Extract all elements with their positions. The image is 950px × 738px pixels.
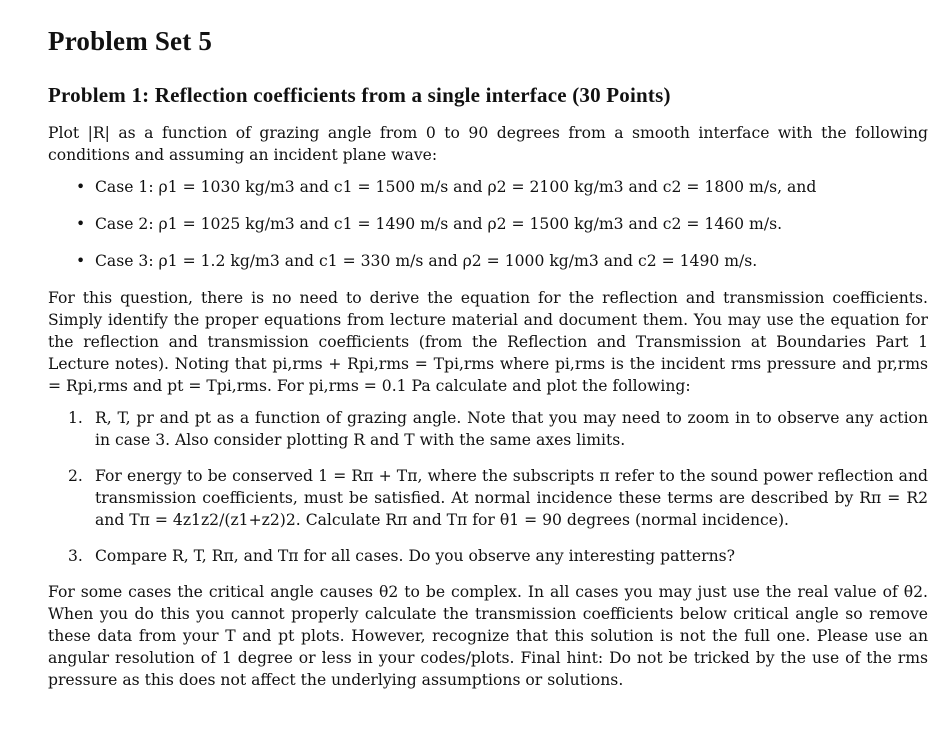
problem-heading: Problem 1: Reflection coefficients from a single interface (30 Points) [48, 83, 671, 107]
intro-paragraph: Plot |R| as a function of grazing angle from 0 to 90 degrees from a smooth interface with the following conditions and assuming an incident plane wave: [48, 124, 928, 164]
task-list [48, 407, 928, 567]
task-item: 3. Compare R, T, Rπ, and Tπ for all cases. Do you observe any interesting patterns? [68, 547, 736, 565]
task-item: 1. R, T, pr and pt as a function of grazing angle. Note that you may need to zoom in to observe any action in case 3. Also consider plotting R and T with the same axes limits. [68, 409, 928, 449]
document-page [48, 18, 928, 701]
task-item: 2. For energy to be conserved 1 = Rπ + Tπ, where the subscripts π refer to the sound power reflection and transmission coefficients, must be satisfied. At normal incidence these terms are described by Rπ = R2 and Tπ = 4z1z2/(z1+z2)2. Calculate Rπ and Tπ for θ1 = 90 degrees (normal incidence). [68, 467, 928, 529]
instructions-paragraph: For this question, there is no need to derive the equation for the reflection and transmission coefficients. Simply identify the proper equations from lecture material and document them. You may use the equation for the reflection and transmission coefficients (from the Reflection and Transmission at Boundaries Part 1 Lecture notes). Noting that pi,rms + Rpi,rms = Tpi,rms where pi,rms is the incident rms pressure and pr,rms = Rpi,rms and pt = Tpi,rms. For pi,rms = 0.1 Pa calculate and plot the following: [48, 289, 928, 395]
case-item: • Case 1: ρ1 = 1030 kg/m3 and c1 = 1500 m/s and ρ2 = 2100 kg/m3 and c2 = 1800 m/s, and [76, 178, 817, 196]
case-item: • Case 2: ρ1 = 1025 kg/m3 and c1 = 1490 m/s and ρ2 = 1500 kg/m3 and c2 = 1460 m/s. [76, 215, 783, 233]
case-list [48, 176, 928, 272]
notes-paragraph: For some cases the critical angle causes θ2 to be complex. In all cases you may just use the real value of θ2. When you do this you cannot properly calculate the transmission coefficients below critical angle so remove these data from your T and pt plots. However, recognize that this solution is not the full one. Please use an angular resolution of 1 degree or less in your codes/plots. Final hint: Do not be tricked by the use of the rms pressure as this does not affect the underlying assumptions or solutions. [48, 583, 928, 689]
page-title: Problem Set 5 [48, 26, 213, 56]
case-item: • Case 3: ρ1 = 1.2 kg/m3 and c1 = 330 m/s and ρ2 = 1000 kg/m3 and c2 = 1490 m/s. [76, 252, 758, 270]
